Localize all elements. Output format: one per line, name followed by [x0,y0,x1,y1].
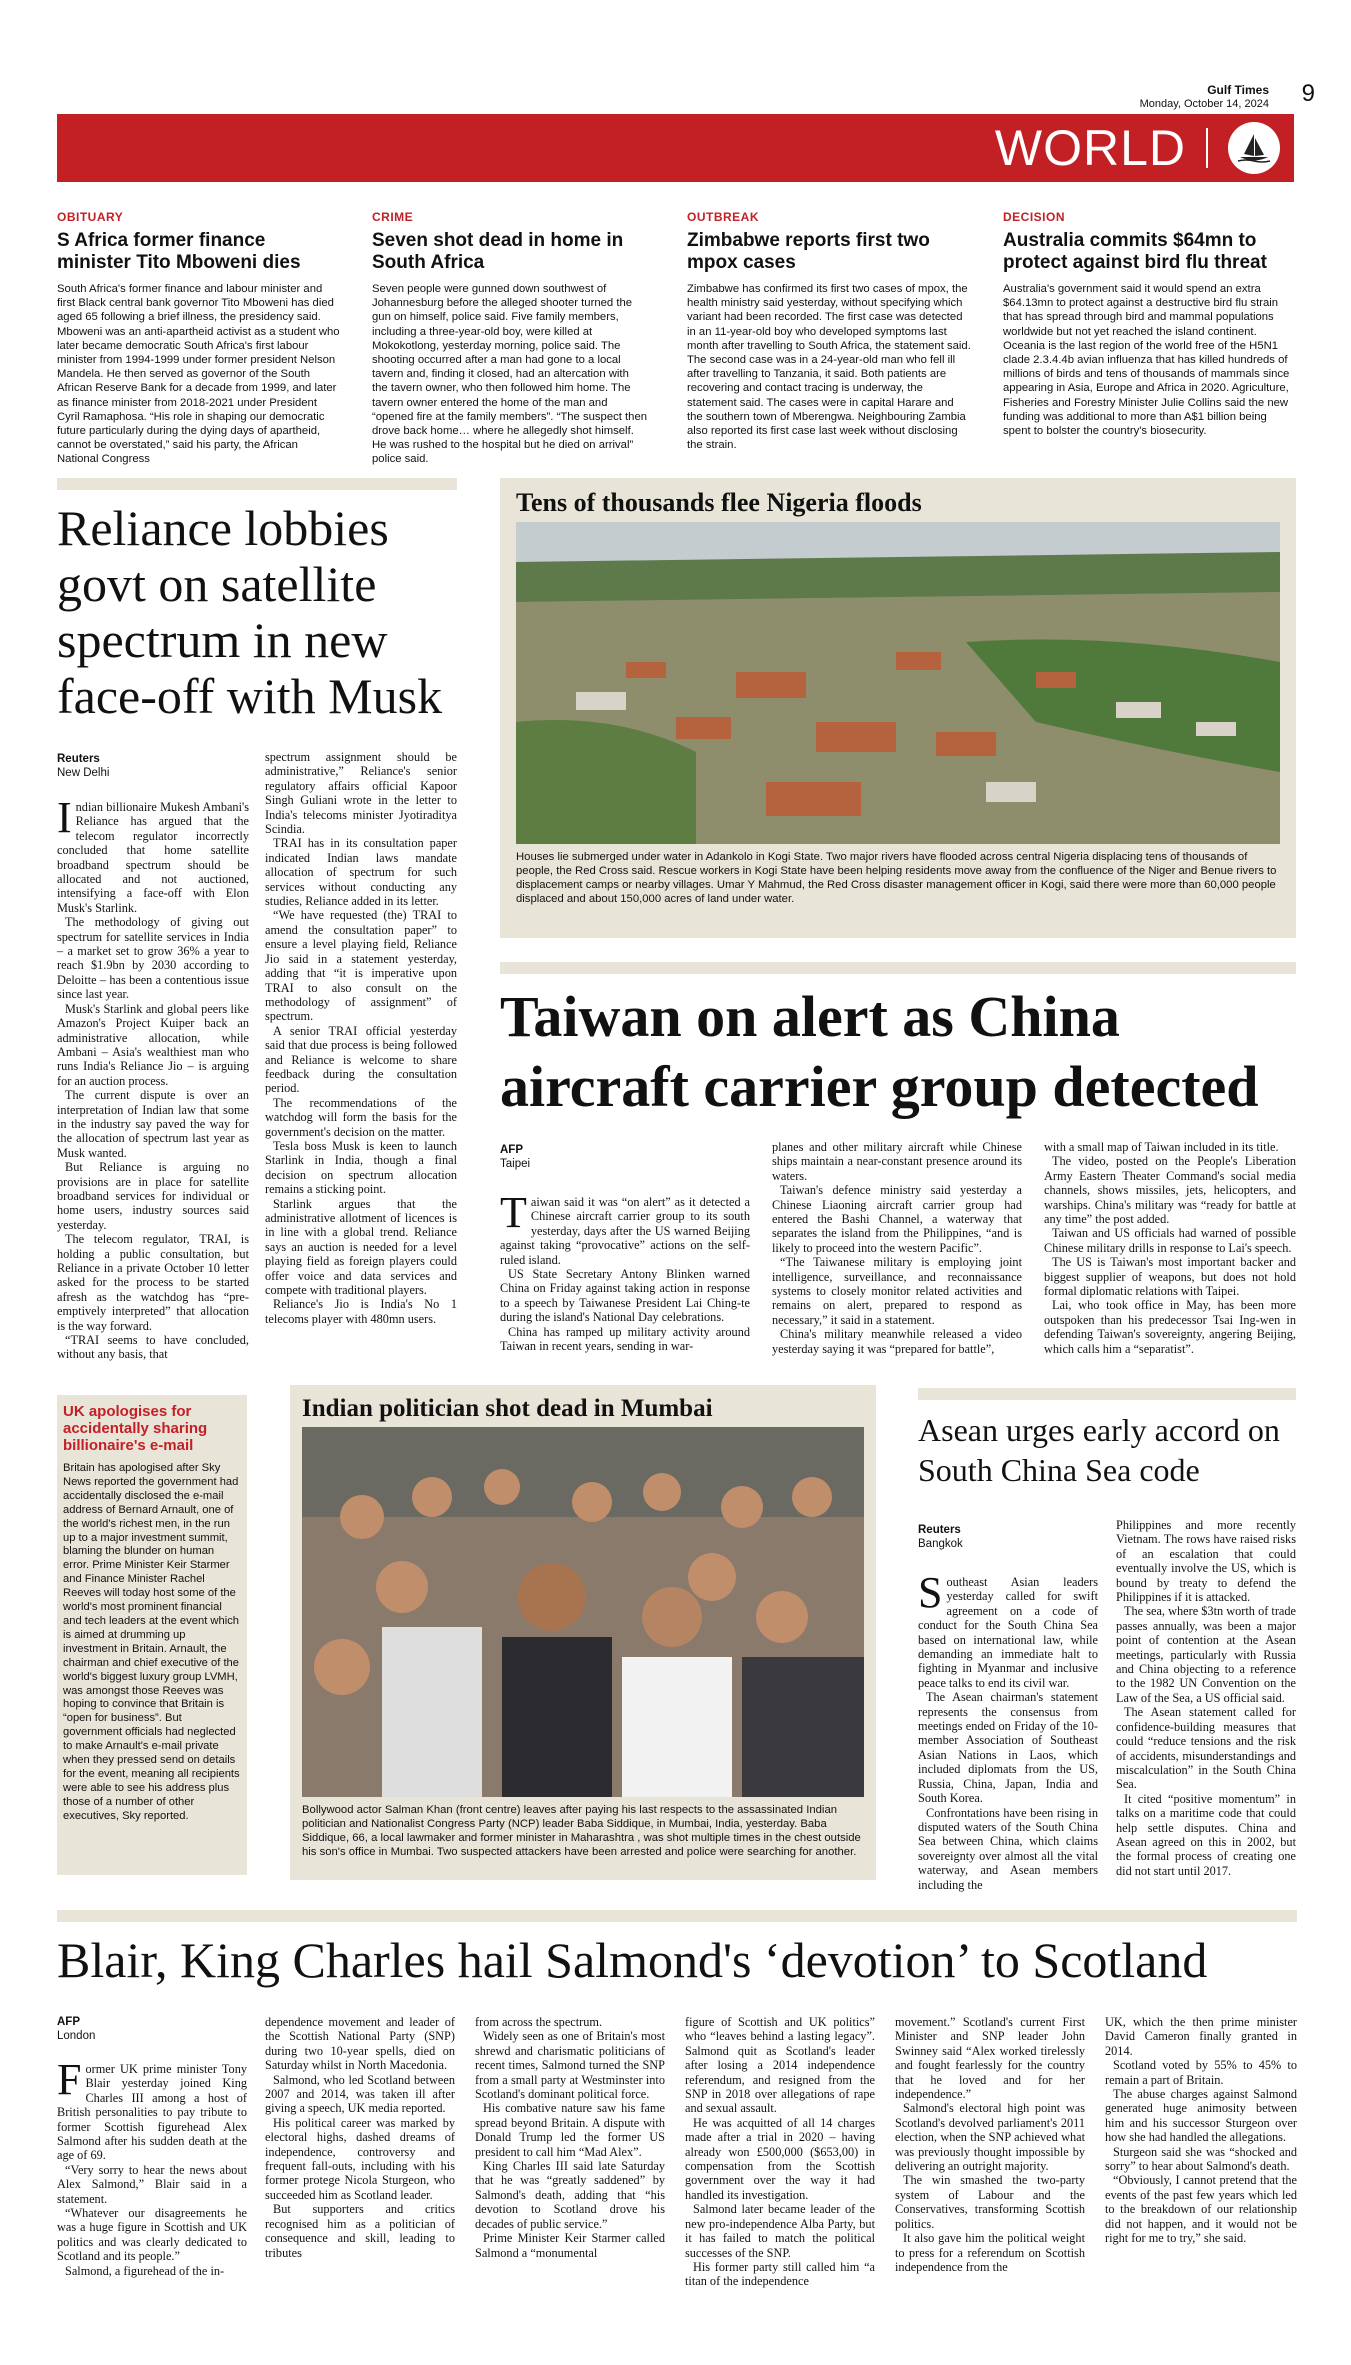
nigeria-caption: Houses lie submerged under water in Adankolo in Kogi State. Two major rivers have flooded across central Nigeria displacing tens of thousands of people, the Red Cross said. Rescue workers in Kogi State have been helping residents move away from the confluence of the Niger and Benue rivers to displacement camps or nearby villages. Umar Y Mahmud, the Red Cross disaster management officer in Kogi, said there were more than 60,000 people displaced and about 150,000 acres of land under water. [516,851,1277,905]
paragraph: “Obviously, I cannot pretend that the events of the past few years which led to the breakdown of our relationship did not happen, and it would not be right for me to try,” she said. [1105,2173,1297,2246]
crowd-photo [302,1427,864,1797]
asean-col-1 [918,1568,1098,1892]
brief-crime [372,210,647,467]
paragraph: The US is Taiwan's most important backer and biggest supplier of weapons, but does not hold formal diplomatic relations with Taipei. [1044,1255,1296,1299]
dateline: Bangkok [918,1538,963,1550]
paragraph: Tesla boss Musk is keen to launch Starlink in India, though a final decision on spectrum allocation remains a sticking point. [265,1138,457,1197]
paragraph: UK, which the then prime minister David Cameron finally granted in 2014. [1105,2015,1297,2058]
paragraph: Salmond later became leader of the new pro-independence Alba Party, but it has failed to match the political successes of the SNP. [685,2202,875,2260]
paragraph: The abuse charges against Salmond generated huge animosity between him and his successor Sturgeon over how she had handled the allegations. [1105,2087,1297,2145]
paragraph: The Asean chairman's statement represents the consensus from meetings ended on Friday of the 10-member Association of Southeast Asian Nations in Laos, which included diplomats from the US, Russia, China, Japan, India and South Korea. [918,1690,1098,1806]
brief-body: Seven people were gunned down southwest of Johannesburg before the alleged shooter turned the gun on himself, police said. Five family members, including a three-year-old boy, were killed at Mokokotlong, yesterday morning, police said. The shooting occurred after a man had gone to a local tavern and, finding it closed, had an altercation with the tavern owner, who then followed him home. The tavern owner entered the home of the man and “opened fire at the family members”. “The suspect then drove back home… where he allegedly shot himself. He was rushed to the hospital but he died on arrival” police said. [372,283,648,466]
paragraph: Sturgeon said she was “shocked and sorry” to hear about Salmond's death. [1105,2144,1297,2174]
paragraph: China has ramped up military activity around Taiwan in recent years, sending in war- [500,1324,750,1354]
section-rule [500,962,1296,974]
paragraph: Salmond, who led Scotland between 2007 and 2014, was taken ill after giving a speech, UK media reported. [265,2072,455,2116]
brief-tag: OUTBREAK [687,210,759,224]
paragraph: Lai, who took office in May, has been more outspoken than his predecessor Tsai Ing-wen in defending Taiwan's sovereignty, angering Beijing, which calls him a “separatist”. [1044,1298,1296,1356]
paragraph: “Whatever our disagreements he was a huge figure in Scottish and UK politics and was clearly dedicated to Scotland and its people.” [57,2206,247,2264]
taiwan-col-1 [500,1188,750,1354]
uk-email-box [57,1395,247,1875]
brief-decision [1003,210,1293,438]
mumbai-caption: Bollywood actor Salman Khan (front centre) leaves after paying his last respects to the assassinated Indian politician and Nationalist Congress Party (NCP) leader Baba Siddique, in Mumbai, India, yesterday. Baba Siddique, 66, a local lawmaker and former minister in Maharashtra , was shot multiple times in the chest outside his son's office in Mumbai. Two suspected attackers have been arrested and police were searching for another. [302,1804,861,1858]
paragraph: King Charles III said late Saturday that he was “greatly saddened” by Salmond's death, adding that “his devotion to Scotland drove his decades of public service.” [475,2159,665,2231]
asean-col-2 [1116,1518,1296,1878]
paragraph: The recommendations of the watchdog will form the basis for the government's decision on the matter. [265,1095,457,1139]
brief-headline[interactable]: S Africa former finance minister Tito Mboweni dies [57,230,301,273]
dateline: London [57,2030,96,2042]
reliance-byline [57,752,109,780]
paragraph: Taiwan and US officials had warned of possible Chinese military drills in response to Lai's speech. [1044,1226,1296,1255]
paragraph: The current dispute is over an interpretation of Indian law that some in the industry say paved the way for the allocation of spectrum last year as Musk wanted. [57,1088,249,1160]
dhow-logo-icon [1228,122,1280,174]
paper-name: Gulf Times [1207,83,1269,97]
paragraph: Taiwan's defence ministry said yesterday a Chinese Liaoning aircraft carrier group had entered the Bashi Channel, a waterway that separates the island from the Philippines, “and is likely to proceed into the western Pacific”. [772,1183,1022,1255]
brief-tag: CRIME [372,210,414,224]
paragraph: But supporters and critics recognised him as a politician of consequence and skill, leading to tributes [265,2202,455,2260]
blair-byline [57,2015,95,2043]
blair-col-3 [475,2015,665,2260]
agency: Reuters [57,753,100,765]
paragraph: It also gave him the political weight to press for a referendum on Scottish independence from the [895,2231,1085,2274]
reliance-headline[interactable]: Reliance lobbies govt on satellite spectrum in new face-off with Musk [57,500,443,724]
paragraph: It cited “positive momentum” in talks on a maritime code that could help settle disputes. China and Asean agreed on this in 2002, but the formal process of creating one did not start until 2017. [1116,1791,1296,1878]
brief-headline[interactable]: Australia commits $64mn to protect against bird flu threat [1003,230,1267,273]
paragraph: Southeast Asian leaders yesterday called for swift agreement on a code of conduct for the South China Sea based on international law, while demanding an immediate halt to fighting in Myanmar and inclusive peace talks to end its civil war. [918,1568,1098,1690]
paragraph: The Asean statement called for confidence-building measures that could “reduce tensions and the risk of accidents, misunderstandings and miscalculation” in the South China Sea. [1116,1705,1296,1792]
uk-body: Britain has apologised after Sky News reported the government had accidentally disclosed the e-mail address of Bernard Arnault, one of the world's richest men, in the run up to a major investment summit, blaming the blunder on human error. Prime Minister Keir Starmer and Finance Minister Rachel Reeves will today host some of the world's most prominent financial and tech leaders at the event which is aimed at drumming up investment in Britain. Arnault, the chairman and chief executive of the world's biggest luxury group LVMH, was amongst those Reeves was hoping to convince that Britain is “open for business”. But government officials had neglected to make Arnault's e-mail private when they pressed send on details for the event, meaning all recipients were able to see his address plus those of a number of other executives, Sky reported. [63,1462,240,1822]
masthead-info [1140,84,1269,111]
paragraph: Scotland voted by 55% to 45% to remain a part of Britain. [1105,2058,1297,2087]
paragraph: from across the spectrum. [475,2015,603,2029]
asean-byline [918,1523,963,1551]
paragraph: Former UK prime minister Tony Blair yesterday joined King Charles III among a host of British personalities to pay tribute to former Scottish figurehead Alex Salmond after his sudden death at the age of 69. [57,2055,247,2163]
flood-photo [516,522,1280,844]
issue-date: Monday, October 14, 2024 [1139,98,1269,110]
reliance-col-2 [265,750,457,1326]
agency: AFP [500,1144,523,1156]
paragraph: US State Secretary Antony Blinken warned China on Friday against taking action in response to a speech by Taiwanese President Lai Ching-te during the island's National Day celebrations. [500,1267,750,1325]
paragraph: Widely seen as one of Britain's most shrewd and charismatic politicians of recent times, Salmond turned the SNP from a small party at Westminster into Scotland's dominant political force. [475,2029,665,2102]
brief-body: Zimbabwe has confirmed its first two cases of mpox, the health ministry said yesterday, without specifying which variant had been recorded. The first case was detected in an 11-year-old boy who developed symptoms last month after travelling to South Africa, the statement said. The second case was in a 24-year-old man who fell ill after travelling to Tanzania, it said. Both patients are recovering and contact tracing is underway, the statement said. The cases were in capital Harare and the southern town of Mberengwa. Neighbouring Zambia also reported its first case last week without disclosing the strain. [687,283,971,452]
paragraph: “Very sorry to hear the news about Alex Salmond,” Blair said in a statement. [57,2162,247,2206]
paragraph: Philippines and more recently Vietnam. The rows have raised risks of an escalation that could eventually involve the US, which is bound by treaty to defend the Philippines if it is attacked. [1116,1518,1296,1605]
paragraph: dependence movement and leader of the Scottish National Party (SNP) during two 10-year spells, died on Saturday whilst in North Macedonia. [265,2015,455,2073]
reliance-col-1 [57,793,249,1362]
nigeria-headline[interactable]: Tens of thousands flee Nigeria floods [516,488,922,517]
taiwan-headline[interactable]: Taiwan on alert as China aircraft carrier group detected [500,984,1259,1119]
paragraph: The sea, where $3tn worth of trade passes annually, was been a major point of contention at the Asean meetings, particularly with Russia and China objecting to a reference to the 1982 UN Convention on the Law of the Sea, a US official said. [1116,1604,1296,1705]
mumbai-photo-box [290,1385,876,1880]
taiwan-col-2 [772,1140,1022,1356]
uk-headline[interactable]: UK apologises for accidentally sharing billionaire's e-mail [63,1403,208,1454]
blair-col-6 [1105,2015,1297,2246]
blair-col-4 [685,2015,875,2289]
mumbai-headline[interactable]: Indian politician shot dead in Mumbai [302,1395,713,1422]
paragraph: His combative nature saw his fame spread beyond Britain. A dispute with Donald Trump led the former US president to call him “Mad Alex”. [475,2101,665,2159]
paragraph: Reliance's Jio is India's No 1 telecoms player with 480mn users. [265,1297,457,1326]
paragraph: He was acquitted of all 14 charges made after a trial in 2020 – having already won £500,000 ($653,00) in compensation from the Scottish government over the way it had handled its investigation. [685,2115,875,2202]
paragraph: But Reliance is arguing no provisions are in place for satellite broadband services for individual or home users, industry sources said yesterday. [57,1160,249,1232]
paragraph: A senior TRAI official yesterday said that due process is being followed and Reliance is welcome to share feedback during the consultation period. [265,1023,457,1096]
blair-col-2 [265,2015,455,2260]
brief-tag: OBITUARY [57,210,124,224]
taiwan-col-3 [1044,1140,1296,1356]
paragraph: Confrontations have been rising in disputed waters of the South China Sea between China, which claims sovereignty over almost all the vital waterway, and Asean members including the [918,1805,1098,1892]
paragraph: Musk's Starlink and global peers like Amazon's Project Kuiper back an administrative allocation, while Ambani – Asia's wealthiest man who runs India's Reliance Jio – is arguing for an auction process. [57,1001,249,1088]
dateline: Taipei [500,1158,531,1170]
paragraph: Starlink argues that the administrative allotment of licences is in line with a global trend. Reliance says an auction is needed for a level playing field as foreign players could offer voice and data services and compete with traditional players. [265,1196,457,1298]
brief-tag: DECISION [1003,210,1066,224]
taiwan-byline [500,1143,530,1171]
paragraph: The video, posted on the People's Liberation Army Eastern Theater Command's social media channels, shows missiles, jets, helicopters, and warships. China's military was “ready for battle at any time” the post added. [1044,1154,1296,1227]
section-rule [57,478,457,490]
paragraph: China's military meanwhile released a video yesterday saying it was “prepared for battle”, [772,1327,1022,1356]
paragraph: with a small map of Taiwan included in its title. [1044,1140,1279,1154]
paragraph: “TRAI seems to have concluded, without any basis, that [57,1333,249,1362]
brief-headline[interactable]: Zimbabwe reports first two mpox cases [687,230,930,273]
nigeria-photo-box [500,478,1296,938]
blair-col-1 [57,2055,247,2278]
brief-headline[interactable]: Seven shot dead in home in South Africa [372,230,624,273]
paragraph: The telecom regulator, TRAI, is holding a public consultation, but Reliance in a private October 10 letter asked for the process to be started afresh as the watchdog has “pre-emptively interpreted” that allocation is the way forward. [57,1232,249,1333]
brief-body: South Africa's former finance and labour minister and first Black central bank governor Tito Mboweni has died aged 65 following a brief illness, the presidency said. Mboweni was an anti-apartheid activist as a student who later became democratic South Africa's first labour minister from 1994-1999 under former president Nelson Mandela. He then served as governor of the South African Reserve Bank for a decade from 1999, and later as finance minister from 2018-2021 under President Cyril Ramaphosa. “His role in shaping our democratic future particularly during the dying days of apartheid, cannot be overstated,” said his party, the African National Congress [57,283,340,466]
section-title: WORLD [994,120,1186,176]
paragraph: His political career was marked by electoral highs, dashed dreams of independence, controversy and frequent fall-outs, including with his former protege Nicola Sturgeon, who succeeded him as Scotland leader. [265,2115,455,2202]
paragraph: His former party still called him “a titan of the independence [685,2259,875,2289]
brief-outbreak [687,210,972,452]
paragraph: Salmond, a figurehead of the in- [65,2263,225,2278]
asean-headline[interactable]: Asean urges early accord on South China Sea code [918,1412,1280,1488]
brief-body: Australia's government said it would spend an extra $64.13mn to protect against a destructive bird flu strain that has spread through bird and mammal populations worldwide but not yet reached the island continent. Oceania is the last region of the world free of the H5N1 clade 2.3.4.4b avian influenza that has killed hundreds of millions of birds and tens of thousands of mammals since appearing in Asia, Europe and Africa in 2020. Agriculture, Fisheries and Forestry Minister Julie Collins said the new funding was additional to more than A$1 billion being spent to bolster the country's biosecurity. [1003,283,1290,438]
paragraph: TRAI has in its consultation paper indicated Indian laws mandate allocation of spectrum for such services without conducting any studies, Reliance added in its letter. [265,836,457,909]
brief-obituary [57,210,342,467]
paragraph: planes and other military aircraft while Chinese ships maintain a near-constant presence around its waters. [772,1140,1022,1183]
page-number: 9 [1301,80,1315,107]
section-rule [57,1910,1297,1922]
paragraph: “The Taiwanese military is employing joint intelligence, surveillance, and reconnaissance systems to closely monitor related activities and remains on alert, prepared to respond as necessary,” it said in a statement. [772,1255,1022,1327]
banner-divider [1206,128,1208,168]
paragraph: spectrum assignment should be administrative,” Reliance's senior regulatory affairs official Kapoor Singh Guliani wrote in the letter to India's telecoms minister Jyotiraditya Scindia. [265,750,457,837]
dateline: New Delhi [57,767,110,779]
section-rule [918,1388,1296,1400]
paragraph: The methodology of giving out spectrum for satellite services in India – a market set to grow 36% a year to reach $1.9bn by 2030 according to Deloitte – has been a contentious issue since last year. [57,915,249,1002]
paragraph: “We have requested (the) TRAI to amend the consultation paper” to ensure a level playing field, Reliance Jio said in a statement yesterday, adding that “it is imperative upon TRAI to also consult on the methodology of assignment” of spectrum. [265,908,457,1024]
agency: Reuters [918,1524,961,1536]
paragraph: The win smashed the two-party system of Labour and the Conservatives, transforming Scottish politics. [895,2173,1085,2231]
blair-col-5 [895,2015,1085,2274]
section-banner [57,114,1294,182]
paragraph: movement.” Scotland's current First Minister and SNP leader John Swinney said “Alex worked tirelessly and fought fearlessly for the country that he loved and for her independence.” [895,2015,1085,2102]
paragraph: Prime Minister Keir Starmer called Salmond a “monumental [475,2231,665,2260]
blair-headline[interactable]: Blair, King Charles hail Salmond's ‘devotion’ to Scotland [57,1932,1208,1988]
paragraph: Salmond's electoral high point was Scotland's devolved parliament's 2011 election, when the SNP achieved what was previously thought impossible by delivering an outright majority. [895,2101,1085,2174]
agency: AFP [57,2016,80,2028]
paragraph: figure of Scottish and UK politics” who “leaves behind a lasting legacy”. Salmond quit as Scotland's leader after losing a 2014 independence referendum, and resigned from the SNP in 2018 over allegations of rape and sexual assault. [685,2015,875,2116]
paragraph: Indian billionaire Mukesh Ambani's Reliance has argued that the telecom regulator incorrectly concluded that home satellite broadband spectrum should be allocated and not auctioned, intensifying a face-off with Elon Musk's Starlink. [57,793,249,915]
paragraph: Taiwan said it was “on alert” as it detected a Chinese aircraft carrier group to its south yesterday, days after the US warned Beijing against taking “provocative” actions on the self-ruled island. [500,1188,750,1267]
